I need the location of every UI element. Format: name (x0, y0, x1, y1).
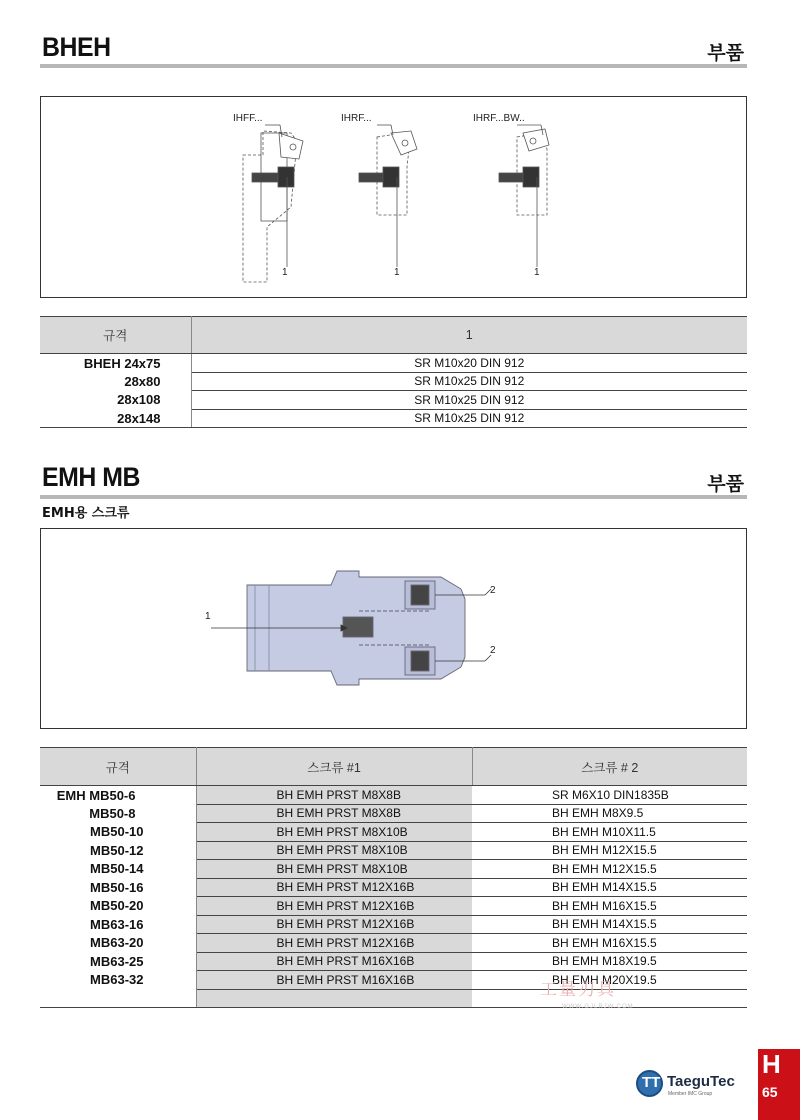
table-row (40, 934, 747, 953)
model-cell: MB50-8 (40, 804, 196, 823)
bheh-figure-box (40, 96, 747, 298)
leader-number-1b: 1 (394, 267, 400, 278)
screw1-cell: BH EMH PRST M12X16B (196, 897, 472, 916)
bheh-drawing (41, 97, 746, 297)
header-spec: 규격 (40, 317, 191, 354)
leader-number-1c: 1 (534, 267, 540, 278)
model-cell: MB50-16 (40, 878, 196, 897)
screw2-cell: BH EMH M16X15.5 (472, 934, 747, 953)
emh-figure-box (40, 528, 747, 729)
header-screw-2: 스크류 # 2 (472, 748, 747, 786)
screw2-cell: BH EMH M18X19.5 (472, 952, 747, 971)
screw1-cell: BH EMH PRST M12X16B (196, 915, 472, 934)
table-row (40, 372, 747, 391)
screw1-cell: BH EMH PRST M8X10B (196, 823, 472, 842)
logo-mark-icon (636, 1070, 663, 1097)
model-cell: MB63-20 (40, 934, 196, 953)
screw2-cell: BH EMH M10X11.5 (472, 823, 747, 842)
screw2-cell: BH EMH M12X15.5 (472, 860, 747, 879)
callout-screw-2b: 2 (490, 645, 496, 656)
table-row (40, 804, 747, 823)
screw1-cell: BH EMH PRST M16X16B (196, 952, 472, 971)
screw1-cell: BH EMH PRST M12X16B (196, 934, 472, 953)
parts-label-bheh: 부품 (707, 42, 744, 64)
parts-label-emh: 부품 (707, 473, 744, 495)
screw2-cell: BH EMH M20X19.5 (472, 971, 747, 990)
callout-ihrf-bw: IHRF...BW.. (473, 113, 525, 124)
table-row (40, 786, 747, 805)
screw-cell: SR M10x20 DIN 912 (191, 354, 747, 373)
table-row (40, 915, 747, 934)
header-screw-1: 스크류 #1 (196, 748, 472, 786)
screw2-cell: SR M6X10 DIN1835B (472, 786, 747, 805)
bheh-spec-table (40, 316, 747, 428)
screw2-cell: BH EMH M16X15.5 (472, 897, 747, 916)
screw1-cell: BH EMH PRST M8X10B (196, 860, 472, 879)
screw1-cell-empty (196, 989, 472, 1008)
model-cell: 28x108 (40, 391, 191, 410)
table-row (40, 897, 747, 916)
callout-screw-1: 1 (205, 611, 211, 622)
screw1-cell: BH EMH PRST M8X10B (196, 841, 472, 860)
model-cell: BHEH 24x75 (40, 354, 191, 373)
emh-spec-table (40, 747, 747, 1008)
model-cell: MB50-14 (40, 860, 196, 879)
table-row (40, 391, 747, 410)
model-cell-empty (40, 989, 196, 1008)
header-spec: 규격 (40, 748, 196, 786)
screw-cell: SR M10x25 DIN 912 (191, 372, 747, 391)
screw1-cell: BH EMH PRST M8X8B (196, 786, 472, 805)
table-row (40, 860, 747, 879)
model-cell: MB63-16 (40, 915, 196, 934)
taegutec-logo (636, 1070, 756, 1098)
section-tab (758, 1049, 800, 1120)
section-title-bheh: BHEH (42, 32, 111, 62)
table-row-empty (40, 989, 747, 1008)
model-cell: MB63-32 (40, 971, 196, 990)
table-row (40, 952, 747, 971)
page-number: 65 (762, 1084, 778, 1100)
table-row (40, 878, 747, 897)
callout-ihrf: IHRF... (341, 113, 372, 124)
screw-cell: SR M10x25 DIN 912 (191, 409, 747, 428)
model-cell: MB50-10 (40, 823, 196, 842)
table-row (40, 409, 747, 428)
screw2-cell: BH EMH M12X15.5 (472, 841, 747, 860)
model-cell: MB50-12 (40, 841, 196, 860)
section-letter: H (762, 1049, 781, 1079)
model-cell: MB63-25 (40, 952, 196, 971)
screw1-cell: BH EMH PRST M12X16B (196, 878, 472, 897)
emh-subtitle: EMH용 스크류 (42, 506, 130, 521)
model-cell: 28x80 (40, 372, 191, 391)
cartridge-ihrf-bw-drawing (499, 125, 549, 267)
section-rule (40, 495, 747, 499)
table-row (40, 841, 747, 860)
screw-cell: SR M10x25 DIN 912 (191, 391, 747, 410)
screw1-cell: BH EMH PRST M16X16B (196, 971, 472, 990)
model-cell: EMH MB50-6 (40, 786, 196, 805)
screw1-cell: BH EMH PRST M8X8B (196, 804, 472, 823)
header-screw-1: 1 (191, 317, 747, 354)
logo-mark-letters: TT (642, 1074, 661, 1091)
section-title-emh-mb: EMH MB (42, 462, 140, 492)
model-cell: MB50-20 (40, 897, 196, 916)
screw2-cell: BH EMH M14X15.5 (472, 878, 747, 897)
callout-screw-2a: 2 (490, 585, 496, 596)
leader-number-1a: 1 (282, 267, 288, 278)
screw2-cell: BH EMH M8X9.5 (472, 804, 747, 823)
model-cell: 28x148 (40, 409, 191, 428)
brand-name: TaeguTec (667, 1073, 735, 1090)
table-row (40, 971, 747, 990)
screw2-cell: BH EMH M14X15.5 (472, 915, 747, 934)
section-rule (40, 64, 747, 68)
table-row (40, 354, 747, 373)
table-row (40, 823, 747, 842)
cartridge-ihrf-drawing (359, 125, 417, 267)
watermark-url: WWW.GJLRJW.COM (562, 1004, 634, 1010)
callout-ihff: IHFF... (233, 113, 263, 124)
brand-tagline: Member IMC Group (668, 1091, 713, 1097)
watermark: 工量刃具 (540, 980, 616, 1000)
cartridge-ihff-drawing (243, 125, 303, 282)
emh-drawing (41, 529, 746, 728)
